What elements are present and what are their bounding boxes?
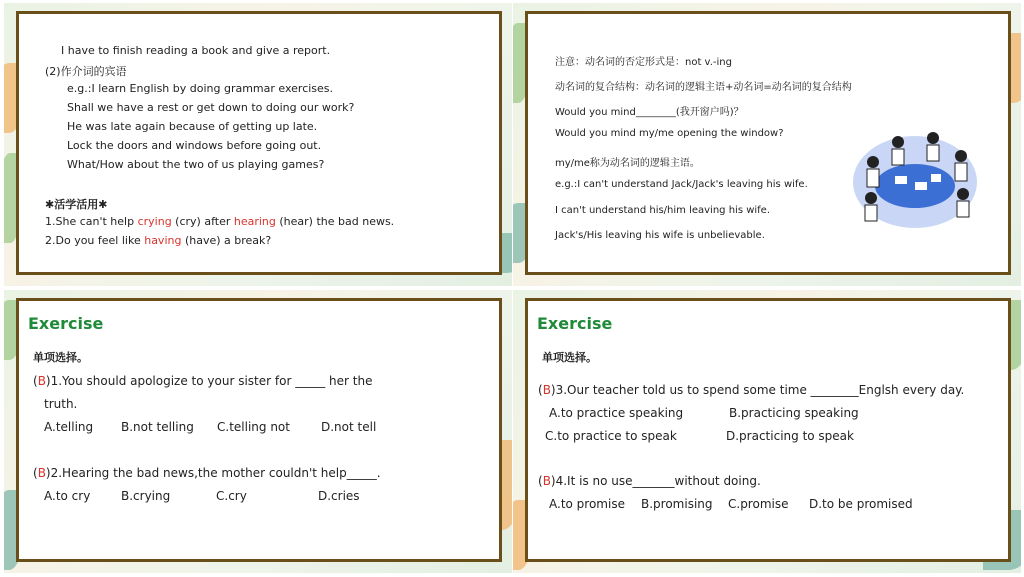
- option: D.to be promised: [809, 497, 913, 511]
- content-panel: [525, 11, 1011, 275]
- text-line: 动名词的复合结构：动名词的逻辑主语+动名词=动名词的复合结构: [555, 82, 852, 93]
- practice-question-1: [45, 215, 394, 228]
- question-text: )1.You should apologize to your sister for _____ her the: [45, 374, 373, 388]
- paren: (: [538, 474, 543, 488]
- option: A.to practice speaking: [549, 406, 684, 420]
- content-panel: [525, 298, 1011, 562]
- question-text: )4.It is no use_______without doing.: [550, 474, 761, 488]
- text-line: Lock the doors and windows before going out.: [67, 139, 322, 152]
- answer-text: crying: [137, 215, 172, 228]
- option: C.cry: [216, 489, 247, 503]
- question-text: (hear) the bad news.: [275, 215, 395, 228]
- answer-text: hearing: [233, 215, 276, 228]
- question-text: 2.Do you feel like: [45, 234, 145, 247]
- answer-text: B: [37, 374, 46, 388]
- option: B.practicing speaking: [729, 406, 859, 420]
- option: B.crying: [121, 489, 171, 503]
- option: C.telling not: [217, 420, 290, 434]
- paren: (: [33, 374, 38, 388]
- exercise-subtitle: 单项选择。: [33, 351, 88, 364]
- slide-2: [513, 3, 1021, 286]
- option: A.telling: [44, 420, 94, 434]
- text-line: I have to finish reading a book and give a report.: [61, 44, 331, 57]
- exercise-title: Exercise: [28, 314, 104, 333]
- text-line: I can't understand his/him leaving his wife.: [555, 205, 771, 216]
- text-line: e.g.:I learn English by doing grammar exercises.: [67, 82, 334, 95]
- text-line: Would you mind my/me opening the window?: [555, 128, 784, 139]
- content-panel: [16, 11, 502, 275]
- text-line: my/me称为动名词的逻辑主语。: [555, 158, 700, 169]
- text-line: What/How about the two of us playing games?: [67, 158, 325, 171]
- question-text: 1.She can't help: [45, 215, 138, 228]
- question-1-continued: truth.: [44, 397, 78, 411]
- text-line: Shall we have a rest or get down to doing our work?: [67, 101, 355, 114]
- question-text: (have) a break?: [181, 234, 272, 247]
- question-4: [538, 474, 761, 488]
- question-text: (cry) after: [171, 215, 234, 228]
- question-text: )2.Hearing the bad news,the mother couldn't help_____.: [45, 466, 381, 480]
- option: C.to practice to speak: [545, 429, 677, 443]
- answer-text: B: [542, 474, 551, 488]
- option: D.cries: [318, 489, 360, 503]
- question-text: )3.Our teacher told us to spend some time ________Englsh every day.: [550, 383, 965, 397]
- question-2: [33, 466, 381, 480]
- text-line: (2)作介词的宾语: [45, 65, 127, 78]
- question-1: [33, 374, 372, 388]
- text-line: Would you mind________(我开窗户吗)？: [555, 107, 744, 118]
- option: A.to cry: [44, 489, 91, 503]
- option: A.to promise: [549, 497, 625, 511]
- paren: (: [33, 466, 38, 480]
- text-line: 注意：动名词的否定形式是：not v.-ing: [555, 57, 732, 68]
- meeting-illustration: [843, 114, 983, 234]
- slide-4: [513, 290, 1021, 573]
- text-line: Jack's/His leaving his wife is unbelievable.: [555, 230, 765, 241]
- answer-text: B: [37, 466, 46, 480]
- text-line: He was late again because of getting up late.: [67, 120, 318, 133]
- section-title: ✱活学活用✱: [45, 198, 108, 211]
- answer-text: having: [144, 234, 182, 247]
- practice-question-2: [45, 234, 271, 247]
- option: B.promising: [641, 497, 713, 511]
- exercise-subtitle: 单项选择。: [542, 351, 597, 364]
- question-3: [538, 383, 964, 397]
- answer-text: B: [542, 383, 551, 397]
- option: C.promise: [728, 497, 789, 511]
- option: D.not tell: [321, 420, 377, 434]
- slide-3: [4, 290, 512, 573]
- option: D.practicing to speak: [726, 429, 854, 443]
- slide-1: [4, 3, 512, 286]
- text-line: e.g.:I can't understand Jack/Jack's leaving his wife.: [555, 179, 808, 190]
- option: B.not telling: [121, 420, 194, 434]
- paren: (: [538, 383, 543, 397]
- exercise-title: Exercise: [537, 314, 613, 333]
- content-panel: [16, 298, 502, 562]
